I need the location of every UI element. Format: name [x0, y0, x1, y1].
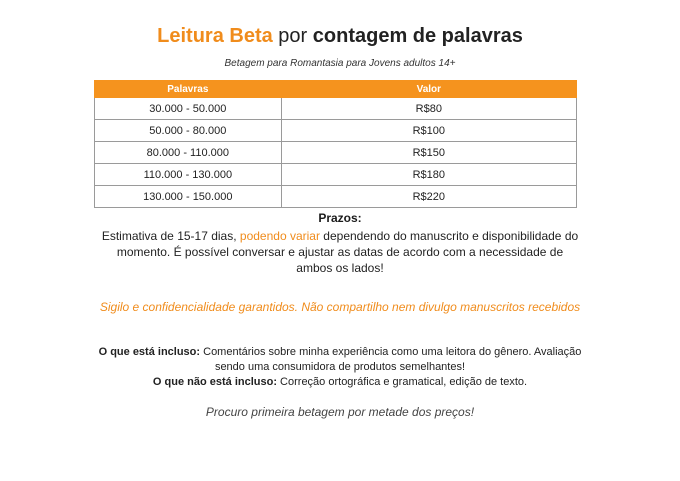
page-title [0, 22, 680, 50]
word-range-cell: 130.000 - 150.000 [95, 186, 282, 208]
prazos-text-after: dependendo do manuscrito e disponibilidade do momento. É possível conversar e ajustar as datas de acordo com a necessidade de ambos os lados! [116, 229, 579, 275]
price-cell: R$180 [281, 164, 576, 186]
word-range-cell: 30.000 - 50.000 [95, 98, 282, 120]
price-cell: R$100 [281, 120, 576, 142]
prazos-text-before: Estimativa de 15-17 dias, [101, 229, 240, 243]
included-text: Comentários sobre minha experiência como uma leitora do gênero. Avaliação sendo uma consumidora de produtos semelhantes! [200, 346, 582, 373]
word-range-cell: 110.000 - 130.000 [95, 164, 282, 186]
table-row [95, 142, 577, 164]
title-strong: contagem de palavras [312, 25, 523, 47]
word-range-cell: 50.000 - 80.000 [95, 120, 282, 142]
not-included-line [90, 375, 590, 390]
table-row [95, 186, 577, 208]
table-row [95, 120, 577, 142]
page-subtitle: Betagem para Romantasia para Jovens adultos 14+ [224, 58, 456, 69]
inclusions-block [90, 345, 590, 390]
included-label: O que está incluso: [98, 346, 201, 358]
price-cell: R$220 [281, 186, 576, 208]
header-valor: Valor [281, 81, 576, 98]
word-range-cell: 80.000 - 110.000 [95, 142, 282, 164]
prazos-heading: Prazos: [318, 211, 362, 225]
confidentiality-note: Sigilo e confidencialidade garantidos. Não compartilho nem divulgo manuscritos recebidos [99, 300, 581, 314]
price-cell: R$80 [281, 98, 576, 120]
not-included-text: Correção ortográfica e gramatical, edição de texto. [277, 376, 528, 388]
title-middle: por [272, 25, 313, 47]
prazos-highlight: podendo variar [239, 229, 320, 243]
included-line [90, 345, 590, 375]
header-palavras: Palavras [95, 81, 282, 98]
table-row [95, 98, 577, 120]
table-header-row [95, 81, 577, 98]
price-cell: R$150 [281, 142, 576, 164]
promo-note: Procuro primeira betagem por metade dos preços! [205, 405, 475, 419]
price-table [94, 80, 577, 208]
prazos-paragraph [98, 228, 582, 276]
title-accent: Leitura Beta [157, 25, 273, 47]
table-row [95, 164, 577, 186]
not-included-label: O que não está incluso: [152, 376, 277, 388]
